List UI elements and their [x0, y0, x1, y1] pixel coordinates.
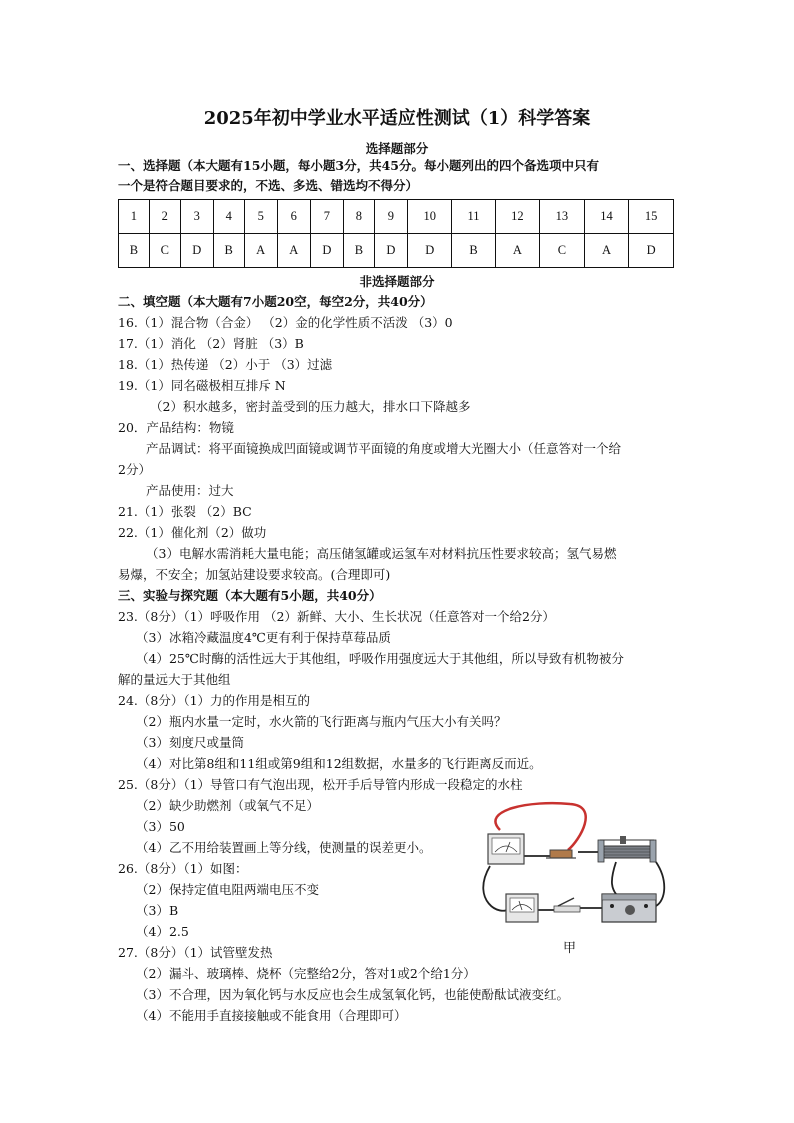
- answer-cell: D: [374, 234, 407, 268]
- answer-q20-1: 20．产品结构：物镜: [118, 420, 234, 435]
- question-number-cell: 11: [452, 200, 495, 234]
- answer-cell: B: [119, 234, 150, 268]
- page-title: 2025年初中学业水平适应性测试（1）科学答案: [203, 108, 591, 129]
- sec1-heading-line1: 一、选择题（本大题有15小题，每小题3分，共45分。每小题列出的四个备选项中只有: [118, 158, 599, 173]
- power-supply: [602, 894, 656, 922]
- answer-q20-2: 产品调试：将平面镜换成凹面镜或调节平面镜的角度或增大光圈大小（任意答对一个给: [146, 441, 622, 456]
- answer-cell: A: [244, 234, 277, 268]
- sec1-heading-line2: 一个是符合题目要求的，不选、多选、错选均不得分）: [118, 178, 419, 193]
- answer-q27-4: （4）不能用手直接接触或不能食用（合理即可）: [136, 1008, 407, 1023]
- part2-heading: 非选择题部分: [359, 274, 435, 289]
- part1-heading: 选择题部分: [365, 141, 429, 156]
- answer-q25-3: （3）50: [136, 819, 185, 834]
- answer-q26-4: （4）2.5: [136, 924, 189, 939]
- answer-q23-3: （4）25℃时酶的活性远大于其他组，呼吸作用强度远大于其他组，所以导致有机物被分: [136, 651, 624, 666]
- answer-q19-2: （2）积水越多，密封盖受到的压力越大，排水口下降越多: [150, 399, 471, 414]
- answer-cell: C: [540, 234, 585, 268]
- circuit-diagram: [470, 800, 670, 960]
- answer-q16: 16.（1）混合物（合金） （2）金的化学性质不活泼 （3）0: [118, 315, 453, 330]
- answer-q27-2: （2）漏斗、玻璃棒、烧杯（完整给2分，答对1或2个给1分）: [136, 966, 476, 981]
- answer-q22-2: （3）电解水需消耗大量电能；高压储氢罐或运氢车对材料抗压性要求较高；氢气易燃: [146, 546, 617, 561]
- question-number-cell: 3: [180, 200, 213, 234]
- answer-cell: D: [310, 234, 343, 268]
- question-number-cell: 4: [213, 200, 244, 234]
- answer-q24-1: 24.（8分）（1）力的作用是相互的: [118, 693, 311, 708]
- sec3-heading: 三、实验与探究题（本大题有5小题，共40分）: [118, 588, 382, 603]
- question-number-cell: 8: [343, 200, 374, 234]
- answer-q25-4: （4）乙不用给装置画上等分线，使测量的误差更小。: [136, 840, 432, 855]
- answer-q25-2: （2）缺少助燃剂（或氧气不足）: [136, 798, 319, 813]
- answer-q23-1: 23.（8分）（1）呼吸作用 （2）新鲜、大小、生长状况（任意答对一个给2分）: [118, 609, 555, 624]
- question-number-cell: 7: [310, 200, 343, 234]
- answer-table-answer-row: [119, 234, 674, 268]
- answer-cell: B: [213, 234, 244, 268]
- answer-cell: A: [584, 234, 629, 268]
- question-number-cell: 9: [374, 200, 407, 234]
- answer-q22-3: 易爆，不安全；加氢站建设要求较高。(合理即可): [118, 567, 391, 582]
- sec2-heading: 二、填空题（本大题有7小题20空，每空2分，共40分）: [118, 294, 433, 309]
- question-number-cell: 12: [495, 200, 540, 234]
- answer-cell: D: [180, 234, 213, 268]
- answer-q24-4: （4）对比第8组和11组或第9组和12组数据，水量多的飞行距离反而近。: [136, 756, 542, 771]
- answer-cell: B: [343, 234, 374, 268]
- question-number-cell: 6: [277, 200, 310, 234]
- wire-rheostat-supply: [612, 862, 620, 898]
- answer-q20-4: 产品使用：过大: [146, 483, 234, 498]
- answer-q18: 18.（1）热传递 （2）小于 （3）过滤: [118, 357, 333, 372]
- answer-q19-1: 19.（1）同名磁极相互排斥 N: [118, 378, 286, 393]
- answer-q21: 21.（1）张裂 （2）BC: [118, 504, 252, 519]
- answer-q20-3: 2分）: [118, 462, 151, 477]
- answer-q24-2: （2）瓶内水量一定时，水火箭的飞行距离与瓶内气压大小有关吗？: [136, 714, 507, 729]
- answer-q22-1: 22.（1）催化剂（2）做功: [118, 525, 267, 540]
- voltmeter: [488, 834, 524, 864]
- question-number-cell: 1: [119, 200, 150, 234]
- question-number-cell: 15: [629, 200, 674, 234]
- question-number-cell: 13: [540, 200, 585, 234]
- question-number-cell: 10: [407, 200, 452, 234]
- answer-table-number-row: [119, 200, 674, 234]
- answer-q27-1: 27.（8分）（1）试管壁发热: [118, 945, 273, 960]
- answer-cell: B: [452, 234, 495, 268]
- answer-table: [118, 199, 674, 268]
- answer-cell: C: [149, 234, 180, 268]
- figure-caption: 甲: [563, 941, 577, 956]
- answer-q17: 17.（1）消化 （2）肾脏 （3）B: [118, 336, 304, 351]
- answer-cell: A: [495, 234, 540, 268]
- sliding-rheostat: [598, 836, 656, 862]
- wire-right-loop: [656, 862, 664, 906]
- question-number-cell: 14: [584, 200, 629, 234]
- ammeter: [506, 894, 538, 922]
- answer-q24-3: （3）刻度尺或量筒: [136, 735, 244, 750]
- question-number-cell: 5: [244, 200, 277, 234]
- answer-q25-1: 25.（8分）（1）导管口有气泡出现，松开手后导管内形成一段稳定的水柱: [118, 777, 523, 792]
- answer-q23-2: （3）冰箱冷藏温度4℃更有利于保持草莓品质: [136, 630, 391, 645]
- answer-q26-3: （3）B: [136, 903, 179, 918]
- answer-q27-3: （3）不合理，因为氧化钙与水反应也会生成氢氧化钙，也能使酚酞试液变红。: [136, 987, 569, 1002]
- answer-cell: D: [629, 234, 674, 268]
- answer-q26-1: 26.（8分）（1）如图：: [118, 861, 248, 876]
- answer-cell: D: [407, 234, 452, 268]
- answer-q23-4: 解的量远大于其他组: [118, 672, 231, 687]
- switch: [554, 898, 580, 912]
- answer-q26-2: （2）保持定值电阻两端电压不变: [136, 882, 319, 897]
- answer-cell: A: [277, 234, 310, 268]
- question-number-cell: 2: [149, 200, 180, 234]
- fixed-resistor: [546, 850, 576, 858]
